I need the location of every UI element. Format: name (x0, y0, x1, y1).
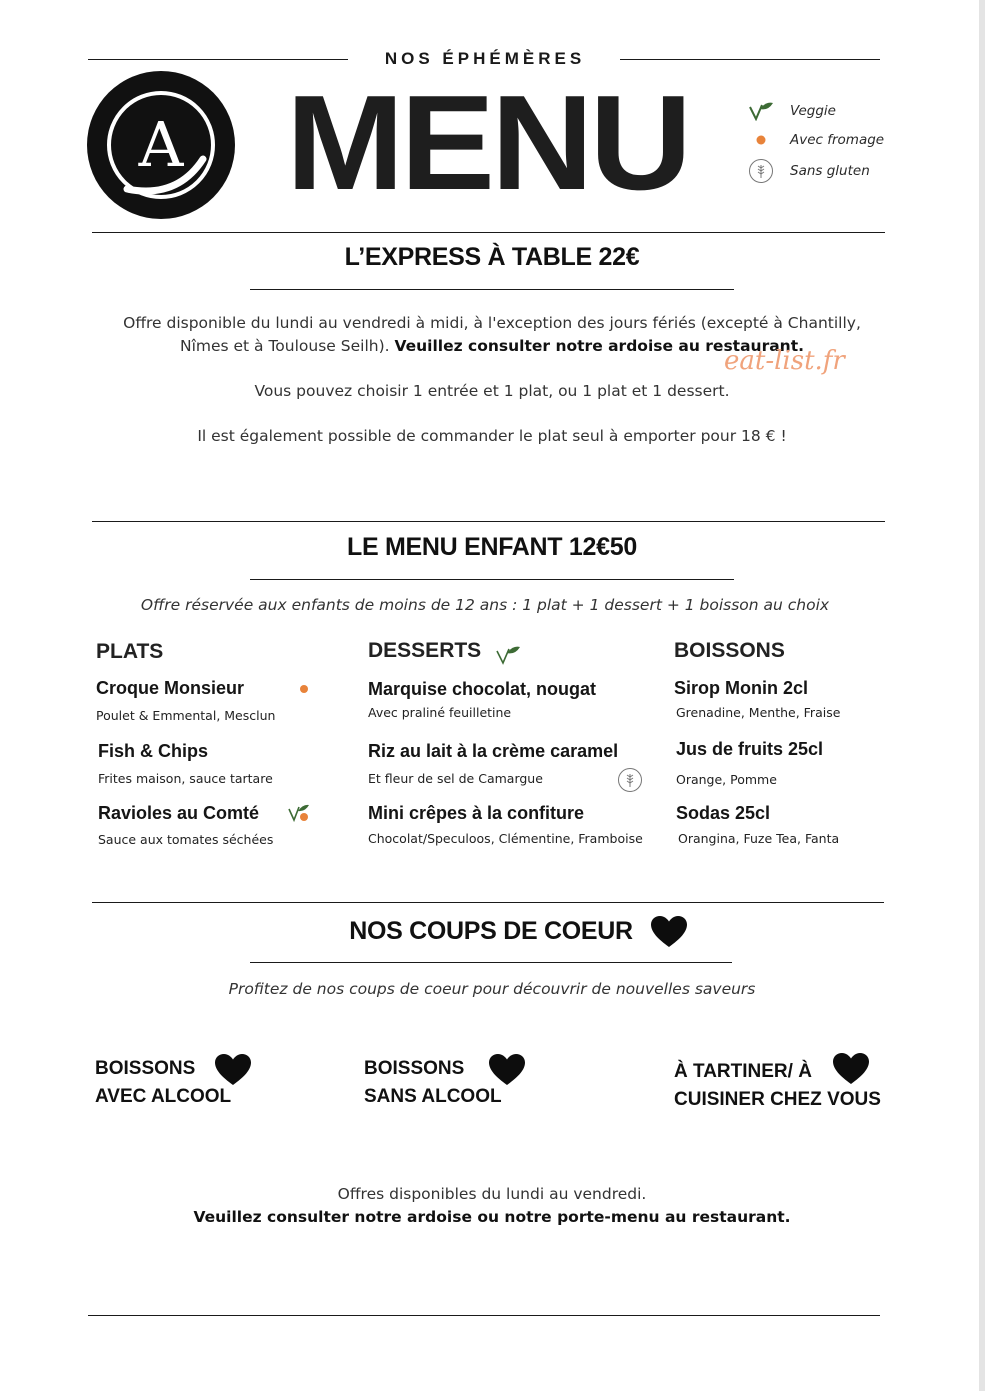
legend-veggie (748, 98, 968, 124)
plat-name: Croque Monsieur (96, 678, 245, 698)
veggie-leaf-icon (495, 645, 521, 669)
cheese-dot-icon (300, 685, 308, 693)
veggie-leaf-icon (748, 98, 774, 124)
heart-icon (214, 1053, 252, 1087)
coeur-card-sans-alcool (364, 1055, 502, 1111)
page-title: MENU (286, 67, 689, 219)
express-rule-bottom (250, 289, 734, 290)
express-title: L’EXPRESS À TABLE 22€ (344, 243, 640, 271)
coeur-rule-bottom (250, 962, 732, 963)
eyebrow-text: NOS ÉPHÉMÈRES (384, 49, 586, 68)
logo-letter: A (138, 108, 184, 181)
express-availability-text: Nîmes et à Toulouse Seilh). (179, 337, 395, 355)
boisson-name: Jus de fruits 25cl (676, 739, 824, 759)
boisson-desc: Orangina, Fuze Tea, Fanta (678, 831, 840, 846)
express-rule-top (92, 232, 885, 233)
coeur-subtitle (60, 978, 924, 1001)
boisson-desc: Grenadine, Menthe, Fraise (676, 705, 841, 720)
footer-rule (88, 1315, 880, 1316)
plats-heading: PLATS (96, 640, 164, 663)
footer-ardoise-text: Veuillez consulter notre ardoise ou notre porte-menu au restaurant. (193, 1208, 791, 1226)
veggie-leaf-icon (287, 803, 313, 827)
gluten-free-icon (748, 158, 774, 184)
boisson-desc: Orange, Pomme (676, 772, 777, 787)
coeur-rule-top (92, 902, 884, 903)
legend-label: Sans gluten (790, 163, 870, 179)
dessert-desc: Et fleur de sel de Camargue (368, 771, 543, 786)
express-choice: Vous pouvez choisir 1 entrée et 1 plat, ou 1 plat et 1 dessert. (254, 382, 730, 400)
boisson-name: Sodas 25cl (676, 803, 771, 823)
express-availability-line1: Offre disponible du lundi au vendredi à midi, à l'exception des jours fériés (excepté à Chantilly, (123, 314, 861, 332)
heart-icon (832, 1052, 870, 1086)
plat-name: Fish & Chips (98, 741, 209, 761)
kids-subtitle (60, 594, 910, 617)
card-line2: CUISINER CHEZ VOUS (674, 1089, 881, 1110)
plat-name: Ravioles au Comté (98, 803, 260, 823)
legend-label: Veggie (790, 103, 836, 119)
cheese-dot-icon (748, 127, 774, 153)
card-line1: BOISSONS (95, 1058, 196, 1079)
kids-rule-bottom (250, 579, 734, 580)
kids-subtitle-text: Offre réservée aux enfants de moins de 12 ans : 1 plat + 1 dessert + 1 boisson au choix (140, 596, 830, 614)
plat-desc: Poulet & Emmental, Mesclun (96, 708, 276, 723)
dessert-desc: Avec praliné feuilletine (368, 705, 512, 720)
coeur-subtitle-text: Profitez de nos coups de coeur pour découvrir de nouvelles saveurs (228, 980, 756, 998)
express-ardoise-note: Veuillez consulter notre ardoise au restaurant. (394, 337, 805, 355)
kids-title: LE MENU ENFANT 12€50 (347, 533, 637, 561)
card-line2: AVEC ALCOOL (95, 1086, 232, 1107)
brand-logo (87, 71, 235, 219)
coeur-card-alcool (95, 1055, 231, 1111)
heart-icon (488, 1053, 526, 1087)
legend-gluten-free (748, 158, 968, 184)
footer-availability: Offres disponibles du lundi au vendredi. (337, 1185, 647, 1203)
heart-icon (650, 915, 688, 949)
plat-desc: Sauce aux tomates séchées (98, 832, 274, 847)
dessert-name: Marquise chocolat, nougat (368, 679, 597, 699)
gluten-free-icon (617, 767, 643, 797)
boisson-name: Sirop Monin 2cl (674, 678, 809, 698)
watermark: eat-list.fr (724, 346, 845, 376)
kids-rule-top (92, 521, 885, 522)
coeur-title: NOS COUPS DE COEUR (349, 917, 633, 945)
header-rule-left (88, 59, 348, 60)
page-edge (979, 0, 985, 1391)
card-line2: SANS ALCOOL (364, 1086, 502, 1107)
plat-desc: Frites maison, sauce tartare (98, 771, 273, 786)
footer-ardoise-note (60, 1206, 924, 1229)
header-rule-right (620, 59, 880, 60)
card-line1: BOISSONS (364, 1058, 465, 1079)
legend-cheese (748, 127, 968, 153)
dessert-desc: Chocolat/Speculoos, Clémentine, Framboise (368, 831, 643, 846)
legend-label: Avec fromage (790, 132, 885, 148)
desserts-heading: DESSERTS (368, 639, 482, 662)
dessert-name: Mini crêpes à la confiture (368, 803, 585, 823)
boissons-heading: BOISSONS (674, 639, 785, 662)
express-takeaway: Il est également possible de commander le plat seul à emporter pour 18 € ! (197, 427, 787, 445)
card-line1: À TARTINER/ À (674, 1061, 812, 1082)
dessert-name: Riz au lait à la crème caramel (368, 741, 619, 761)
